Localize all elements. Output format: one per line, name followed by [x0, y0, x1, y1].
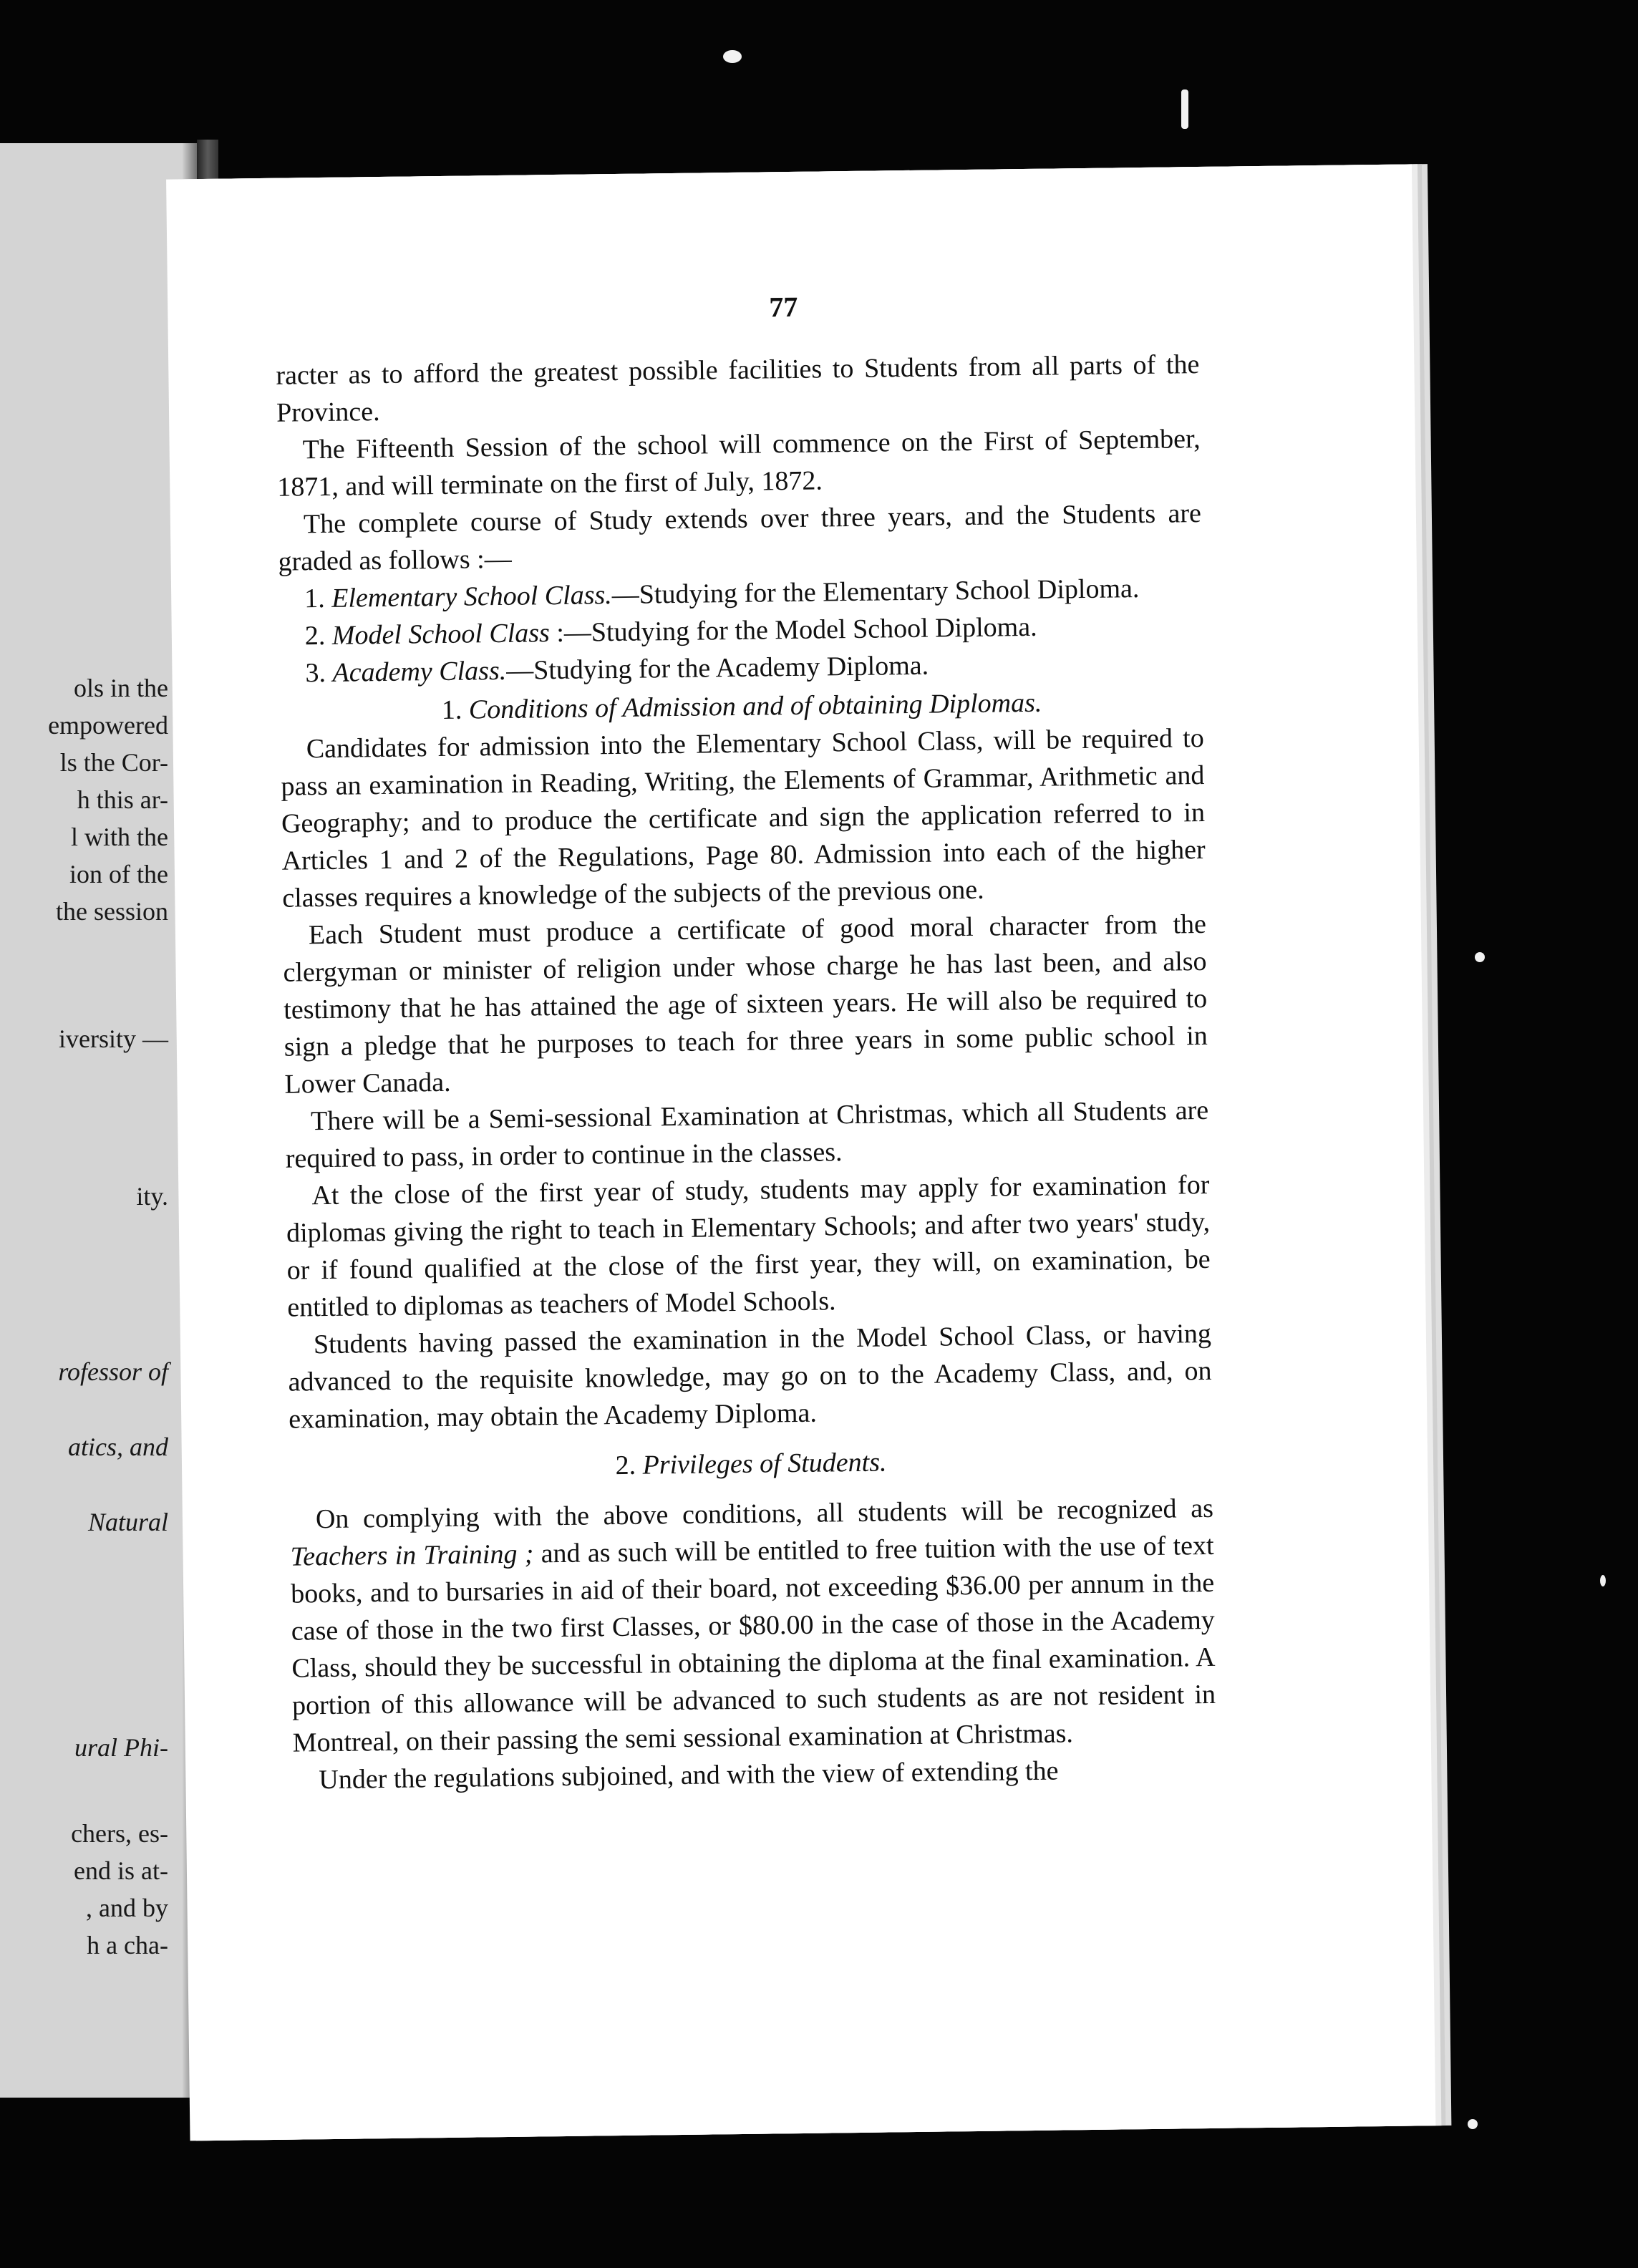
paragraph-session: The Fifteenth Session of the school will commence on the First of September, 1871, and will terminate on the first of July, 1872.: [277, 424, 1201, 503]
page-number: 77: [769, 290, 798, 324]
paragraph-intro: racter as to afford the greatest possible facilities to Students from all parts of the Province.: [276, 349, 1200, 428]
item-description: —Studying for the Elementary School Diploma.: [611, 573, 1140, 611]
left-page-line: l with the: [71, 823, 168, 851]
left-page-fragment: [0, 143, 197, 2098]
left-page-line: Natural: [87, 1508, 168, 1536]
paragraph-semi-sessional: There will be a Semi-sessional Examination at Christmas, which all Students are required to pass, in order to continue in the classes.: [285, 1095, 1209, 1174]
left-page-line: end is at-: [74, 1856, 168, 1885]
heading-number: 1.: [441, 694, 470, 725]
heading-text: Conditions of Admission and of obtaining Diplomas.: [468, 687, 1042, 725]
item-number: 3.: [305, 657, 333, 689]
privileges-text-end: and as such will be entitled to free tuition with the use of text books, and to bursaries in aid of their board, not exceeding $36.00 per annum in the case of those in the two first Classes, or $80.00 in the case of those in the Academy Class, should they be successful in obtaining the diploma at the final examination. A portion of this allowance will be advanced to such students as are not resident in Montreal, on their passing the semi sessional examination at Christmas.: [290, 1530, 1216, 1758]
heading-number: 2.: [615, 1450, 643, 1481]
left-page-line: rofessor of: [58, 1357, 168, 1386]
paragraph-certificate: Each Student must produce a certificate of good moral character from the clergyman or minister of religion under whose charge he has last been, and also testimony that he has attained the age of sixteen years. He will also be required to sign a pledge that he purposes to teach for three years in some public school in Lower Canada.: [283, 908, 1208, 1100]
paragraph-regulations: Under the regulations subjoined, and with the view of extending the: [319, 1755, 1059, 1796]
left-page-line: the session: [56, 897, 168, 926]
scan-speck: [1181, 89, 1188, 129]
paragraph-privileges: [290, 1490, 1216, 1762]
item-number: 2.: [304, 620, 333, 651]
item-description: —Studying for the Academy Diploma.: [505, 650, 929, 686]
scan-speck: [1468, 2119, 1478, 2129]
left-page-line: empowered: [48, 711, 168, 740]
left-page-line: ion of the: [69, 860, 168, 888]
class-name: Academy Class.: [332, 655, 507, 688]
privileges-text-start: On complying with the above conditions, all students will be recognized as: [315, 1493, 1214, 1535]
item-number: 1.: [304, 583, 332, 614]
page-body: [276, 346, 1217, 1799]
scan-speck: [723, 50, 742, 63]
section-heading-privileges: [289, 1440, 1213, 1488]
scan-speck: [1600, 1575, 1606, 1586]
paragraph-model-class: Students having passed the examination in the Model School Class, or having advanced to the requisite knowledge, may go on to the Academy Class, and, on examination, may obtain the Academy Diploma.: [288, 1318, 1212, 1435]
paragraph-admission: Candidates for admission into the Elementary School Class, will be required to pass an examination in Reading, Writing, the Elements of Grammar, Arithmetic and Geography; and to produce the certificate and sign the application referred to in Articles 1 and 2 of the Regulations, Page 80. Admission into each of the higher classes requires a knowledge of the subjects of the previous one.: [281, 722, 1206, 914]
left-page-line: ity.: [136, 1182, 168, 1211]
left-page-line: atics, and: [68, 1433, 168, 1461]
left-page-line: ls the Cor-: [59, 748, 168, 777]
left-page-line: h a cha-: [87, 1931, 168, 1959]
heading-text: Privileges of Students.: [642, 1447, 887, 1480]
left-page-line: h this ar-: [77, 785, 168, 814]
left-page-line: chers, es-: [71, 1819, 168, 1848]
left-page-line: ural Phi-: [74, 1733, 168, 1762]
privileges-emphasis: Teachers in Training ;: [290, 1538, 534, 1572]
left-page-line: , and by: [86, 1894, 168, 1922]
item-description: :—Studying for the Model School Diploma.: [549, 611, 1037, 649]
left-page-line: iversity —: [59, 1024, 168, 1053]
class-name: Model School Class: [331, 618, 551, 651]
left-page-line: ols in the: [74, 674, 168, 702]
right-page: [166, 164, 1435, 2141]
paragraph-first-year: At the close of the first year of study, students may apply for examination for diplomas giving the right to teach in Elementary Schools; and after two years' study, or if found qualified at the close of the first year, they will, on examination, be entitled to diplomas as teachers of Model Schools.: [286, 1169, 1211, 1323]
class-name: Elementary School Class.: [331, 580, 613, 614]
scan-speck: [1475, 952, 1485, 962]
paragraph-course: The complete course of Study extends over three years, and the Students are graded as follows :—: [278, 498, 1202, 577]
